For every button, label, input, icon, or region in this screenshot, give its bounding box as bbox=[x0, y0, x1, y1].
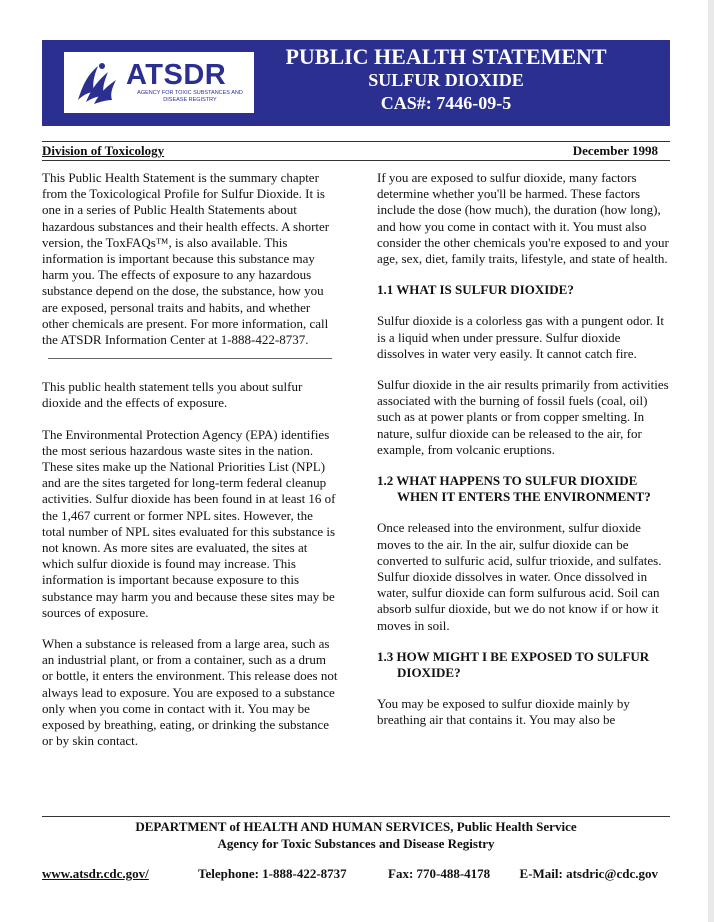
substance-name: SULFUR DIOXIDE bbox=[368, 70, 524, 90]
footer bbox=[42, 818, 670, 852]
left-column bbox=[42, 170, 338, 750]
email: E-Mail: atsdric@cdc.gov bbox=[519, 866, 658, 881]
divider bbox=[48, 358, 332, 359]
header-rule bbox=[42, 141, 670, 142]
department-line: DEPARTMENT of HEALTH AND HUMAN SERVICES, Public Health Service bbox=[135, 819, 577, 834]
intro-paragraph: This Public Health Statement is the summary chapter from the Toxicological Profile for Sulfur Dioxide. It is one in a series of Public Health Statements about hazardous substances and their health effects. A shorter version, the ToxFAQs™, is also available. This information is important because this substance may harm you. The effects of exposure to any hazardous substance depend on the dose, the substance, how you are exposed, personal traits and habits, and whether other chemicals are present. For more information, call the ATSDR Information Center at 1-888-422-8737. bbox=[42, 170, 330, 348]
logo-wordmark: ATSDR bbox=[126, 59, 227, 91]
paragraph: When a substance is released from a large area, such as an industrial plant, or from a container, such as a drum or bottle, it enters the environment. This release does not always lead to exposure. You are exposed to a substance only when you come in contact with it. You may be exposed by breathing, eating, or drinking the substance or by skin contact. bbox=[42, 636, 338, 749]
cas-number: CAS#: 7446-09-5 bbox=[380, 93, 512, 113]
right-column bbox=[377, 170, 670, 729]
footer-rule bbox=[42, 816, 670, 817]
agency-line: Agency for Toxic Substances and Disease Registry bbox=[217, 836, 495, 851]
title-banner bbox=[42, 40, 670, 126]
paragraph: If you are exposed to sulfur dioxide, many factors determine whether you'll be harmed. These factors include the dose (how much), the duration (how long), and how you come in contact with it. You must also consider the other chemicals you're exposed to and your age, sex, diet, family traits, lifestyle, and state of health. bbox=[377, 170, 669, 267]
section-heading: 1.1 WHAT IS SULFUR DIOXIDE? bbox=[377, 282, 574, 298]
logo-subtext: AGENCY FOR TOXIC SUBSTANCES AND DISEASE REGISTRY bbox=[137, 90, 243, 103]
publication-date: December 1998 bbox=[572, 143, 658, 158]
header-rule-bottom bbox=[42, 160, 670, 161]
section-heading: 1.3 HOW MIGHT I BE EXPOSED TO SULFUR DIOXIDE? bbox=[377, 648, 650, 681]
banner-titles bbox=[256, 44, 636, 115]
paragraph: Once released into the environment, sulfur dioxide moves to the air. In the air, sulfur dioxide can be converted to sulfuric acid, sulfur trioxide, and sulfates. Sulfur dioxide dissolves in water. Once dissolved in water, sulfur dioxide can form sulfurous acid. Soil can absorb sulfur dioxide, but we do not know if or how it moves in soil. bbox=[377, 520, 662, 633]
paragraph: You may be exposed to sulfur dioxide mainly by breathing air that contains it. You may also be bbox=[377, 696, 630, 728]
section-heading: 1.2 WHAT HAPPENS TO SULFUR DIOXIDE WHEN IT ENTERS THE ENVIRONMENT? bbox=[377, 473, 651, 505]
hhs-eagle-icon bbox=[72, 58, 120, 108]
fax: Fax: 770-488-4178 bbox=[388, 866, 491, 881]
telephone: Telephone: 1-888-422-8737 bbox=[198, 866, 347, 881]
paragraph: The Environmental Protection Agency (EPA) identifies the most serious hazardous waste sites in the nation. These sites make up the National Priorities List (NPL) and are the sites targeted for long-term federal cleanup activities. Sulfur dioxide has been found in at least 16 of the 1,467 current or former NPL sites. However, the total number of NPL sites evaluated for this substance is not known. As more sites are evaluated, the sites at which sulfur dioxide is found may increase. This information is important because exposure to this substance may harm you and because these sites may be sources of exposure. bbox=[42, 426, 336, 620]
paragraph: Sulfur dioxide in the air results primarily from activities associated with the burning of fossil fuels (coal, oil) such as at power plants or from copper smelting. In nature, sulfur dioxide can be released to the air, for example, from volcanic eruptions. bbox=[377, 377, 669, 457]
atsdr-logo bbox=[64, 52, 254, 113]
division-label: Division of Toxicology bbox=[42, 143, 165, 158]
paragraph: Sulfur dioxide is a colorless gas with a pungent odor. It is a liquid when under pressure. Sulfur dioxide dissolves in water very easily. It cannot catch fire. bbox=[377, 313, 665, 361]
website-link[interactable]: www.atsdr.cdc.gov/ bbox=[42, 866, 149, 881]
paragraph: This public health statement tells you about sulfur dioxide and the effects of exposure. bbox=[42, 379, 303, 411]
page-title: PUBLIC HEALTH STATEMENT bbox=[285, 44, 607, 69]
page-edge bbox=[708, 0, 714, 922]
